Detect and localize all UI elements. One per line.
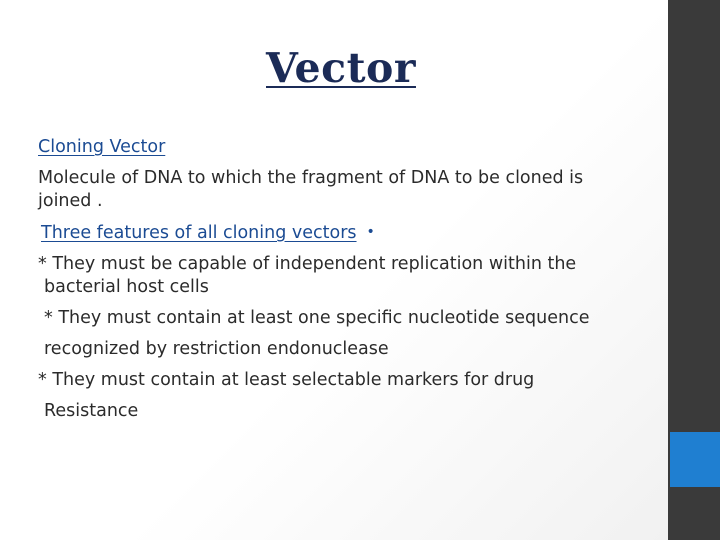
slide-body — [38, 132, 628, 427]
feature-2-line-2: recognized by restriction endonuclease — [44, 339, 389, 359]
feature-1-line-1: * They must be capable of independent replication within the — [38, 254, 577, 274]
features-heading-line — [38, 217, 628, 249]
feature-1-line-2: bacterial host cells — [44, 277, 209, 297]
feature-2-line-1: * They must contain at least one specific nucleotide sequence — [44, 308, 590, 328]
sidebar-bar — [668, 0, 720, 540]
bullet-icon: • — [366, 224, 375, 240]
slide-title: Vector — [266, 44, 416, 92]
cloning-vector-heading: Cloning Vector — [38, 137, 166, 157]
feature-3-line-1: * They must contain at least selectable markers for drug — [38, 370, 535, 390]
sidebar-accent-block — [670, 432, 720, 487]
feature-3-line-2: Resistance — [44, 401, 139, 421]
definition-line-2: joined . — [38, 191, 103, 211]
features-heading: Three features of all cloning vectors — [41, 223, 357, 243]
definition-line-1: Molecule of DNA to which the fragment of DNA to be cloned is — [38, 168, 584, 188]
